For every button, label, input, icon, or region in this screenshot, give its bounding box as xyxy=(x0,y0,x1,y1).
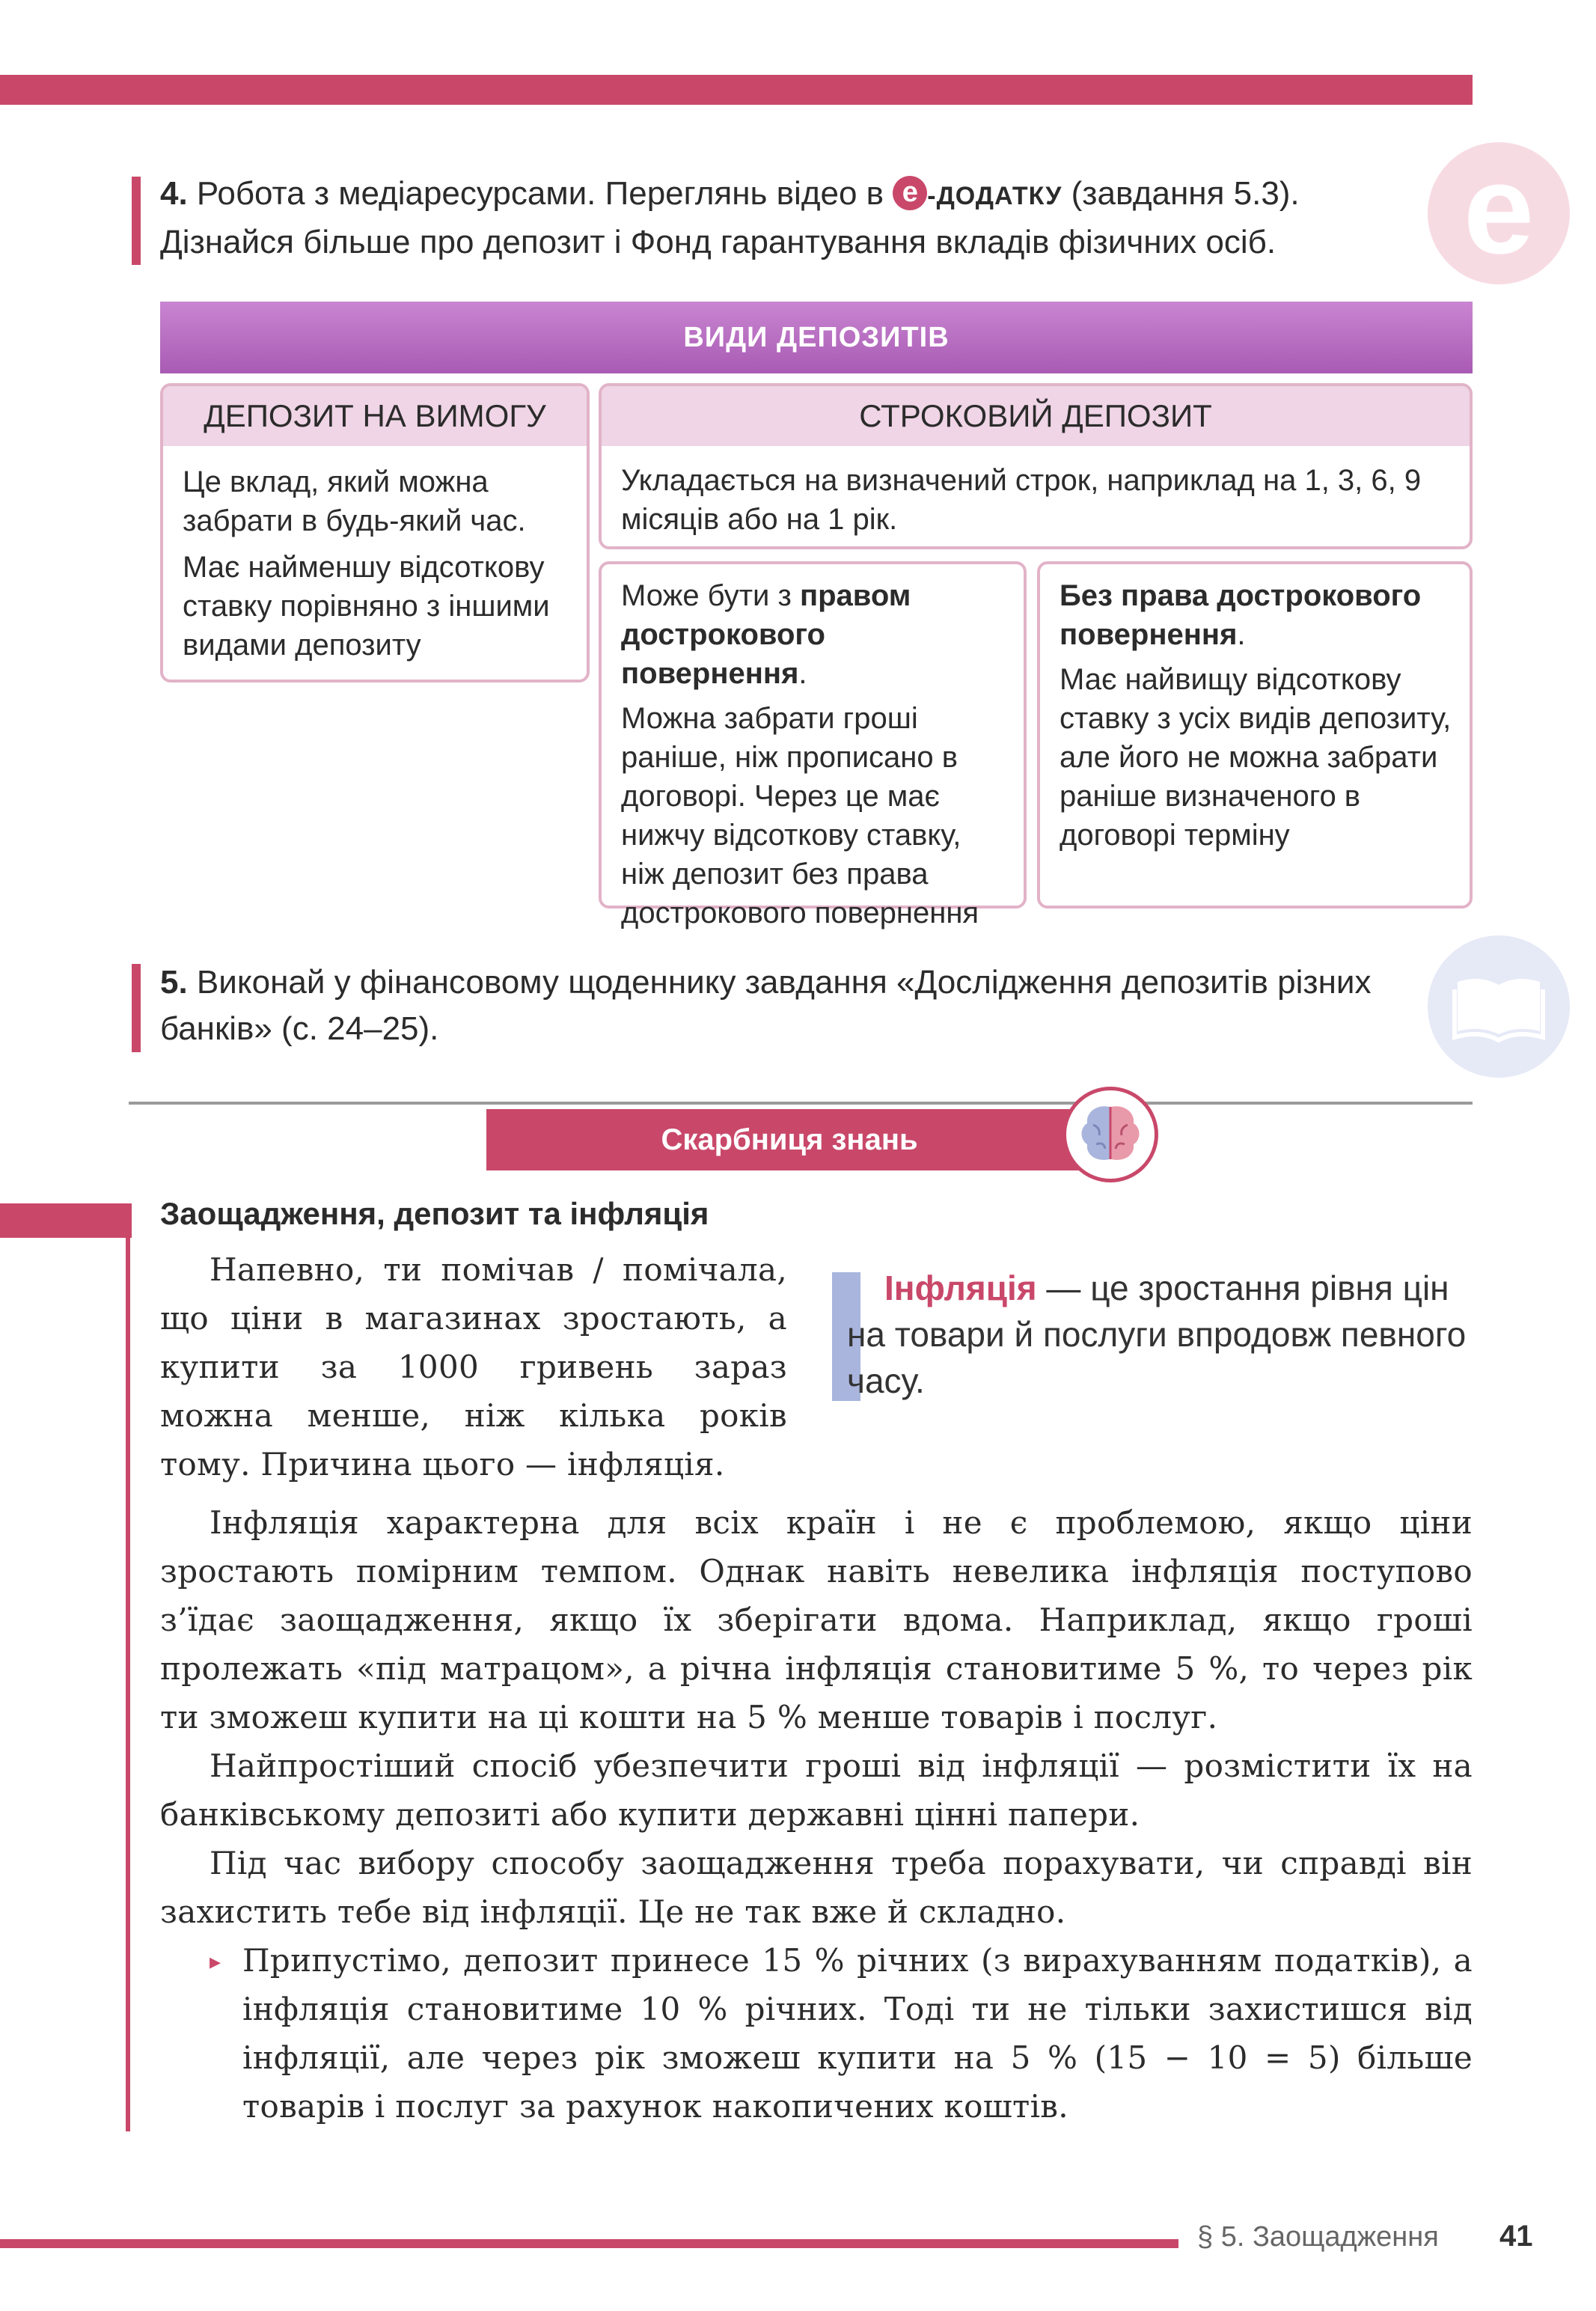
task-number: 5. xyxy=(160,964,188,1001)
paragraph: Найпростіший спосіб убезпечити гроші від інфляції — розмістити їх на банківському депозиті або купити державні цінні папери. xyxy=(160,1747,1473,1833)
e-addon-label[interactable]: -ДОДАТКУ xyxy=(927,182,1063,210)
brain-icon xyxy=(1063,1087,1158,1182)
section-title: Заощадження, депозит та інфляція xyxy=(160,1196,709,1231)
page-number: 41 xyxy=(1499,2220,1533,2253)
definition-term: Інфляція xyxy=(884,1269,1037,1307)
paragraph: Інфляція характерна для всіх країн і не є проблемою, якщо ціни зростають помірним темпом. Однак навіть невелика інфляція поступово з’їдає заощадження, якщо їх зберігати вдома. Наприклад, якщо гроші пролежать «під матрацом», а річна інфляція становитиме 5 %, то через рік ти зможеш купити на ці кошти на 5 % менше товарів і послуг. xyxy=(160,1504,1473,1735)
bullet-icon: ▸ xyxy=(210,1949,221,1975)
intro-paragraph: Напевно, ти помічав / помічала, що ціни в магазинах зростають, а купити за 1000 гривень зараз можна менше, ніж кілька років тому. Причина цього — інфляція. xyxy=(160,1251,787,1483)
definition-text: — це зростання рівня цін на товари й послуги впродовж певного часу. xyxy=(847,1269,1467,1400)
top-accent-bar xyxy=(0,75,1473,105)
term-deposit-text: Укладається на визначений строк, наприклад на 1, 3, 6, 9 місяців або на 1 рік. xyxy=(621,464,1422,536)
section-divider xyxy=(129,1102,1473,1105)
task-5 xyxy=(132,959,1479,1052)
early-withdrawal-box xyxy=(599,561,1027,929)
no-early-bold: Без права дострокового повернення xyxy=(1060,579,1422,651)
footer-line xyxy=(0,2239,1178,2248)
demand-deposit-text-1: Це вклад, який можна забрати в будь-який час. xyxy=(183,465,526,537)
main-text xyxy=(160,1498,1473,2131)
e-addon-side-icon: e xyxy=(1428,142,1570,284)
deposit-types-header: ВИДИ ДЕПОЗИТІВ xyxy=(160,302,1473,373)
task-number: 4. xyxy=(160,175,188,212)
paragraph: Під час вибору способу заощадження треба порахувати, чи справді він захистить тебе від інфляції. Це не так вже й складно. xyxy=(160,1845,1473,1930)
task-line-2: Дізнайся більше про депозит і Фонд гарантування вкладів фізичних осіб. xyxy=(160,224,1277,260)
no-early-detail: Має найвищу відсоткову ставку з усіх видів депозиту, але його не можна забрати раніше визначеного в договорі терміну xyxy=(1060,663,1452,852)
treasury-banner: Скарбниця знань xyxy=(486,1109,1092,1170)
no-early-end: . xyxy=(1237,618,1246,651)
no-early-withdrawal-box xyxy=(1037,561,1473,909)
early-detail: Можна забрати гроші раніше, ніж прописано в договорі. Через це має нижчу відсоткову ставку, ніж депозит без права дострокового повернення xyxy=(621,702,979,929)
bullet-text: Припустімо, депозит принесе 15 % річних (з вирахуванням податків), а інфляція становитиме 10 % річних. Тоді ти не тільки захистишся від інфляції, але через рік зможеш купити на 5 % (15 − 10 = 5) більше товарів і послуг за рахунок накопичених коштів. xyxy=(242,1942,1473,2125)
early-bold: правом дострокового повернення xyxy=(621,579,911,690)
section-marker xyxy=(0,1203,132,1238)
demand-deposit-title: ДЕПОЗИТ НА ВИМОГУ xyxy=(163,386,587,446)
task-text: Виконай у фінансовому щоденнику завдання «Дослідження депозитів різних банків» (с. 24–25). xyxy=(160,964,1372,1047)
demand-deposit-box xyxy=(160,383,590,683)
early-end: . xyxy=(798,657,807,690)
inflation-definition xyxy=(847,1265,1476,1404)
term-deposit-title: СТРОКОВИЙ ДЕПОЗИТ xyxy=(602,386,1470,446)
example-bullet xyxy=(160,1936,1473,2131)
e-addon-icon[interactable]: e xyxy=(893,176,927,210)
term-deposit-box xyxy=(599,383,1473,549)
demand-deposit-text-2: Має найменшу відсоткову ставку порівняно з іншими видами депозиту xyxy=(183,551,550,662)
section-margin-line xyxy=(126,1203,130,2131)
task-4 xyxy=(132,171,1479,266)
early-intro: Може бути з xyxy=(621,579,800,612)
task-text: Робота з медіаресурсами. Переглянь відео в xyxy=(187,175,893,212)
task-text-end: (завдання 5.3). xyxy=(1062,175,1300,212)
footer-section: § 5. Заощадження xyxy=(1197,2221,1439,2253)
book-icon xyxy=(1428,935,1570,1078)
